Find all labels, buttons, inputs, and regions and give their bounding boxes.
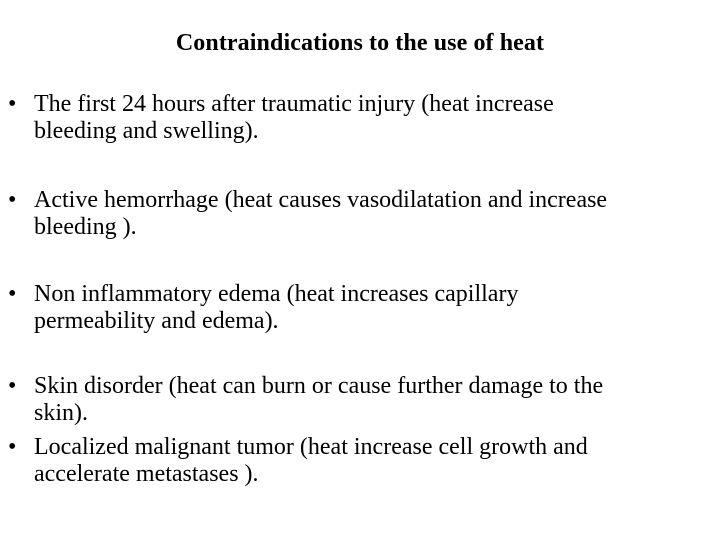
bullet-text-line: Skin disorder (heat can burn or cause further damage to the [34, 373, 604, 399]
bullet-text [34, 281, 714, 335]
bullet-text [34, 91, 714, 145]
bullet-text-line: bleeding and swelling). [34, 118, 259, 144]
bullet-text [34, 434, 714, 488]
bullet-point-icon: • [8, 91, 17, 117]
bullet-text-line: Localized malignant tumor (heat increase cell growth and [34, 434, 588, 460]
bullet-text-line: skin). [34, 400, 88, 426]
slide-title: Contraindications to the use of heat [175, 30, 545, 56]
bullet-text-line: bleeding ). [34, 214, 137, 240]
bullet-point-icon: • [8, 434, 17, 460]
bullet-text-line: Non inflammatory edema (heat increases capillary [34, 281, 519, 307]
bullet-text-line: permeability and edema). [34, 308, 279, 334]
bullet-text [34, 373, 714, 427]
bullet-text-line: Active hemorrhage (heat causes vasodilatation and increase [34, 187, 608, 213]
bullet-text-line: The first 24 hours after traumatic injury (heat increase [34, 91, 554, 117]
bullet-point-icon: • [8, 373, 17, 399]
bullet-point-icon: • [8, 187, 17, 213]
bullet-text-line: accelerate metastases ). [34, 461, 259, 487]
bullet-text [34, 187, 714, 241]
bullet-point-icon: • [8, 281, 17, 307]
